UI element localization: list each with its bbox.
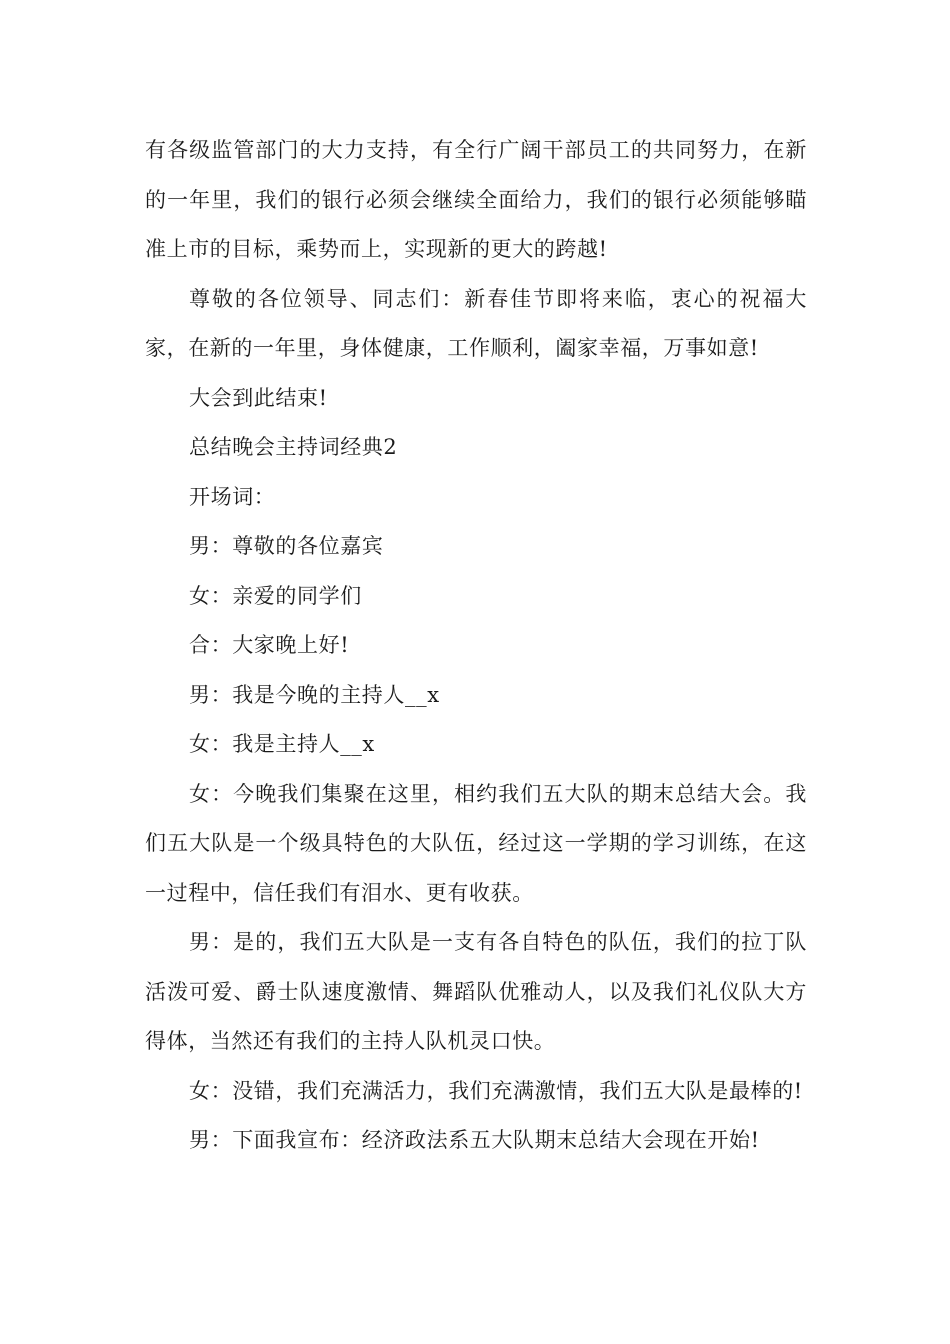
paragraph: 大会到此结束! bbox=[189, 385, 328, 410]
paragraph: 有各级监管部门的大力支持，有全行广阔干部员工的共同努力，在新的一年里，我们的银行必须会继续全面给力，我们的银行必须能够瞄准上市的目标，乘势而上，实现新的更大的跨越! bbox=[145, 138, 807, 261]
paragraph: 开场词： bbox=[189, 484, 276, 509]
paragraph: 尊敬的各位领导、同志们：新春佳节即将来临，衷心的祝福大家，在新的一年里，身体健康，工作顺利，阖家幸福，万事如意! bbox=[145, 286, 807, 360]
dialogue-line: 男：下面我宣布：经济政法系五大队期末总结大会现在开始! bbox=[189, 1128, 760, 1152]
dialogue-line: 合：大家晚上好! bbox=[189, 633, 350, 657]
section-heading: 总结晚会主持词经典2 bbox=[189, 435, 398, 459]
dialogue-line: 男：是的，我们五大队是一支有各自特色的队伍，我们的拉丁队活泼可爱、爵士队速度激情、舞蹈队优雅动人，以及我们礼仪队大方得体，当然还有我们的主持人队机灵口快。 bbox=[145, 930, 807, 1053]
document-body bbox=[145, 126, 807, 1166]
dialogue-line: 女：我是主持人__x bbox=[189, 732, 375, 756]
dialogue-line: 男：尊敬的各位嘉宾 bbox=[189, 534, 384, 558]
dialogue-line: 女：今晚我们集聚在这里，相约我们五大队的期末总结大会。我们五大队是一个级具特色的大队伍，经过这一学期的学习训练，在这一过程中，信任我们有泪水、更有收获。 bbox=[145, 781, 807, 905]
dialogue-line: 男：我是今晚的主持人__x bbox=[189, 682, 440, 707]
dialogue-line: 女：没错，我们充满活力，我们充满激情，我们五大队是最棒的! bbox=[189, 1078, 803, 1103]
dialogue-line: 女：亲爱的同学们 bbox=[189, 583, 362, 608]
